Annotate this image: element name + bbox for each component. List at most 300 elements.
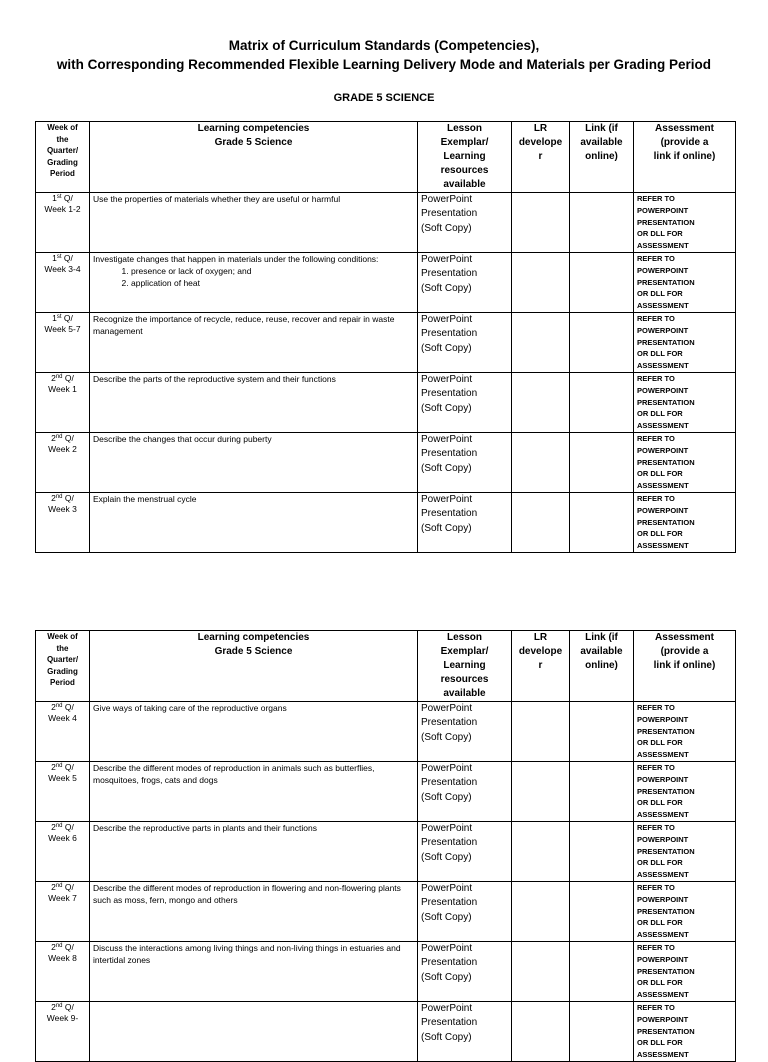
table-row [36,492,736,552]
header-text-line: Exemplar/ [440,137,489,148]
competency-cell [90,492,418,552]
week-cell [36,252,90,312]
lesson-resource-line: (Soft Copy) [421,342,472,354]
lesson-resource-line: Presentation [421,328,478,340]
lesson-resource-line: PowerPoint [421,762,473,774]
assessment-line: REFER TO [637,882,675,892]
competency-cell [90,432,418,492]
week-column-header [36,122,90,193]
competency-cell [90,881,418,941]
header-text-line: develope [518,137,563,148]
lesson-resource-line: PowerPoint [421,703,473,714]
week-label: Week 5 [48,772,77,783]
quarter-label: Q/ [62,492,74,503]
quarter-number: 2 [51,372,56,383]
assessment-cell [634,761,736,821]
competency-text: Investigate changes that happen in materials under the following conditions: [93,253,379,264]
week-cell [36,432,90,492]
header-text-line: Grading [47,157,78,167]
header-text-line: available [580,137,623,148]
quarter-ordinal-suffix: nd [55,762,63,769]
lesson-resource-line: (Soft Copy) [421,462,472,474]
table-row [36,821,736,881]
quarter-ordinal-suffix: nd [55,882,63,889]
header-text-line: Period [50,169,75,178]
assessment-line: REFER TO [637,493,675,503]
header-text-line: Assessment [655,123,714,134]
lr-developer-cell [512,372,570,432]
header-text-line: Week of [47,123,78,132]
assessment-line: PRESENTATION [637,786,695,796]
competency-text: Describe the different modes of reproduction in animals such as butterflies, mosquitoes, frogs, cats and dogs [93,762,375,785]
header-text-line: (provide a [660,646,709,657]
assessment-cell [634,881,736,941]
assessment-line: OR DLL FOR [637,289,683,299]
lesson-resource-line: Presentation [421,448,478,460]
assessment-line: REFER TO [637,433,675,443]
assessment-line: REFER TO [637,822,675,832]
lesson-resource-line: (Soft Copy) [421,402,472,414]
table-row [36,252,736,312]
assessment-line: OR DLL FOR [637,978,683,988]
online-link-cell [570,941,634,1001]
competency-text: Describe the changes that occur during puberty [93,433,272,444]
lesson-resource-line: Presentation [421,717,478,729]
week-cell [36,312,90,372]
online-link-cell [570,881,634,941]
lr-developer-cell [512,252,570,312]
lesson-resources-cell [418,821,512,881]
lesson-resource-line: Presentation [421,268,478,280]
assessment-line: ASSESSMENT [637,481,689,491]
assessment-cell [634,432,736,492]
online-link-cell [570,372,634,432]
quarter-number: 2 [51,761,56,772]
assessment-line: POWERPOINT [637,325,689,335]
table-row [36,702,736,762]
lr-developer-cell [512,821,570,881]
assessment-cell [634,821,736,881]
quarter-number: 2 [51,941,56,952]
quarter-label: Q/ [62,761,74,772]
competencies-column-header [90,122,418,193]
assessment-line: ASSESSMENT [637,930,689,940]
condition-item: 2. application of heat [131,277,414,289]
assessment-line: ASSESSMENT [637,361,689,371]
lesson-resources-cell [418,761,512,821]
header-text-line: Grade 5 Science [214,646,293,657]
lesson-resource-line: (Soft Copy) [421,971,472,983]
online-link-cell [570,761,634,821]
online-link-cell [570,492,634,552]
quarter-number: 1 [52,312,57,323]
lesson-resources-cell [418,193,512,253]
assessment-line: POWERPOINT [637,265,689,275]
assessment-line: ASSESSMENT [637,421,689,431]
competency-cell [90,193,418,253]
online-link-cell [570,193,634,253]
assessment-line: REFER TO [637,942,675,952]
competency-cell [90,1001,418,1061]
lesson-resources-cell [418,372,512,432]
competency-cell [90,761,418,821]
assessment-line: OR DLL FOR [637,349,683,359]
online-link-cell [570,821,634,881]
lesson-resource-line: PowerPoint [421,373,473,385]
week-cell [36,881,90,941]
lesson-resource-line: (Soft Copy) [421,1031,472,1043]
assessment-line: REFER TO [637,373,675,383]
lesson-resource-line: PowerPoint [421,253,473,265]
assessment-line: OR DLL FOR [637,798,683,808]
week-label: Week 1-2 [44,204,81,214]
assessment-cell [634,492,736,552]
grade-heading: GRADE 5 SCIENCE [333,92,435,104]
competency-cell [90,702,418,762]
header-text-line: Assessment [655,632,714,643]
lesson-resources-cell [418,702,512,762]
assessment-column-header [634,631,736,702]
lesson-resource-line: PowerPoint [421,1002,473,1014]
assessment-line: PRESENTATION [637,397,695,407]
assessment-line: ASSESSMENT [637,810,689,820]
lr-developer-cell [512,492,570,552]
lesson-resources-cell [418,881,512,941]
lesson-resource-line: Presentation [421,388,478,400]
week-cell [36,492,90,552]
lesson-column-header [418,122,512,193]
week-cell [36,761,90,821]
header-text-line: Quarter/ [46,655,79,664]
header-text-line: LR [533,632,548,643]
quarter-label: Q/ [62,941,74,952]
lesson-resource-line: (Soft Copy) [421,851,472,863]
table-row [36,312,736,372]
header-text-line: online) [585,151,618,162]
week-label: Week 9- [46,1012,79,1023]
lr-developer-cell [512,941,570,1001]
week-label: Week 3 [48,503,77,514]
quarter-number: 2 [51,881,56,892]
header-text-line: available [580,646,623,657]
header-text-line: link if online) [653,151,716,162]
assessment-line: PRESENTATION [637,966,695,976]
assessment-line: POWERPOINT [637,834,689,844]
lesson-resource-line: (Soft Copy) [421,282,472,294]
lesson-resource-line: Presentation [421,837,478,849]
header-text-line: Grade 5 Science [214,137,293,148]
lesson-resource-line: Presentation [421,508,478,520]
competency-text: Recognize the importance of recycle, reduce, reuse, recover and repair in waste management [93,313,395,336]
week-label: Week 1 [48,383,77,394]
quarter-ordinal-suffix: nd [55,703,63,709]
assessment-line: ASSESSMENT [637,241,689,251]
competency-text: Use the properties of materials whether they are useful or harmful [93,194,341,204]
assessment-line: POWERPOINT [637,714,689,724]
assessment-line: ASSESSMENT [637,750,689,760]
lr-developer-cell [512,702,570,762]
assessment-line: PRESENTATION [637,337,695,347]
quarter-ordinal-suffix: nd [55,822,63,829]
assessment-line: PRESENTATION [637,906,695,916]
competency-cell [90,941,418,1001]
assessment-line: POWERPOINT [637,445,689,455]
table-row [36,761,736,821]
lesson-resource-line: (Soft Copy) [421,911,472,923]
header-text-line: r [538,151,543,162]
competency-text: Describe the parts of the reproductive system and their functions [93,373,336,384]
table-row [36,372,736,432]
lesson-resource-line: (Soft Copy) [421,522,472,534]
lesson-resource-line: Presentation [421,777,478,789]
assessment-line: OR DLL FOR [637,409,683,419]
assessment-line: REFER TO [637,762,675,772]
quarter-ordinal-suffix: nd [55,942,63,949]
lesson-resource-line: PowerPoint [421,882,473,894]
header-text-line: Link (if [585,123,618,134]
assessment-line: POWERPOINT [637,505,689,515]
table-row [36,941,736,1001]
assessment-line: ASSESSMENT [637,541,689,551]
assessment-line: POWERPOINT [637,954,689,964]
competency-cell [90,821,418,881]
lesson-resource-line: PowerPoint [421,313,473,325]
header-text-line: the [56,643,69,653]
quarter-ordinal-suffix: nd [55,373,63,380]
quarter-label: Q/ [62,881,74,892]
assessment-line: OR DLL FOR [637,858,683,868]
quarter-number: 2 [51,1001,56,1012]
header-text-line: Period [50,678,75,687]
quarter-ordinal-suffix: nd [55,433,63,440]
quarter-number: 1 [52,193,57,203]
lr-developer-cell [512,881,570,941]
assessment-line: PRESENTATION [637,277,695,287]
online-link-cell [570,432,634,492]
header-text-line: the [56,134,69,144]
quarter-ordinal-suffix: nd [55,1002,63,1009]
header-text-line: LR [533,123,548,134]
assessment-line: PRESENTATION [637,217,695,227]
competencies-column-header [90,631,418,702]
week-label: Week 6 [48,832,77,843]
quarter-label: Q/ [62,702,74,712]
competency-text: Discuss the interactions among living things and non-living things in estuaries and intertidal zones [93,942,401,965]
competency-text: Explain the menstrual cycle [93,493,197,504]
assessment-line: ASSESSMENT [637,870,689,880]
lesson-resources-cell [418,941,512,1001]
assessment-line: OR DLL FOR [637,1038,683,1048]
lr-developer-cell [512,432,570,492]
table-row [36,193,736,253]
assessment-line: PRESENTATION [637,457,695,467]
assessment-line: PRESENTATION [637,1026,695,1036]
header-text-line: Grading [47,666,78,676]
lesson-resource-line: Presentation [421,897,478,909]
week-column-header [36,631,90,702]
lesson-resources-cell [418,252,512,312]
lesson-resources-cell [418,492,512,552]
competency-cell [90,372,418,432]
table-header-row [36,122,736,193]
competency-matrix-table-2 [35,630,736,1062]
header-text-line: Lesson [446,123,482,134]
lesson-resource-line: PowerPoint [421,822,473,834]
header-text-line: (provide a [660,137,709,148]
assessment-line: PRESENTATION [637,846,695,856]
assessment-line: OR DLL FOR [637,469,683,479]
competency-cell [90,252,418,312]
assessment-line: REFER TO [637,253,675,263]
lesson-resource-line: Presentation [421,1017,478,1029]
header-text-line: online) [585,660,618,671]
week-label: Week 5-7 [44,323,81,334]
lesson-resource-line: PowerPoint [421,942,473,954]
lesson-resource-line: PowerPoint [421,433,473,445]
competency-matrix-table-1 [35,121,736,553]
condition-item: 1. presence or lack of oxygen; and [131,265,414,277]
quarter-ordinal-suffix: st [56,194,62,200]
week-label: Week 4 [48,713,77,723]
lesson-resources-cell [418,432,512,492]
header-text-line: Week of [47,632,78,641]
lesson-resource-line: (Soft Copy) [421,731,472,743]
lesson-resource-line: Presentation [421,208,478,220]
assessment-cell [634,1001,736,1061]
header-text-line: Lesson [446,632,482,643]
week-cell [36,1001,90,1061]
week-cell [36,193,90,253]
online-link-cell [570,312,634,372]
assessment-cell [634,941,736,1001]
assessment-line: POWERPOINT [637,1014,689,1024]
quarter-label: Q/ [61,252,73,263]
assessment-line: REFER TO [637,703,675,712]
assessment-column-header [634,122,736,193]
week-cell [36,821,90,881]
quarter-number: 2 [51,821,56,832]
online-link-cell [570,252,634,312]
lesson-resource-line: (Soft Copy) [421,791,472,803]
lesson-resource-line: PowerPoint [421,194,473,205]
header-text-line: available [443,688,486,699]
header-text-line: resources [440,165,489,176]
header-text-line: available [443,179,486,190]
lr-column-header [512,122,570,193]
assessment-line: REFER TO [637,313,675,323]
week-label: Week 8 [48,952,77,963]
competency-text: Give ways of taking care of the reproductive organs [93,703,287,713]
quarter-label: Q/ [62,821,74,832]
header-text-line: resources [440,674,489,685]
week-cell [36,702,90,762]
lr-developer-cell [512,761,570,821]
quarter-ordinal-suffix: st [56,253,62,260]
document-title-line-1: Matrix of Curriculum Standards (Competencies), [228,38,540,53]
lr-developer-cell [512,193,570,253]
quarter-number: 2 [51,702,56,712]
lr-developer-cell [512,1001,570,1061]
lesson-resources-cell [418,1001,512,1061]
lesson-resource-line: (Soft Copy) [421,222,472,234]
quarter-number: 2 [51,432,56,443]
header-text-line: link if online) [653,660,716,671]
assessment-cell [634,312,736,372]
header-text-line: Exemplar/ [440,646,489,657]
assessment-line: ASSESSMENT [637,1050,689,1060]
table-header-row [36,631,736,702]
header-text-line: Learning competencies [197,123,310,134]
quarter-label: Q/ [62,1001,74,1012]
link-column-header [570,122,634,193]
table-row [36,1001,736,1061]
assessment-line: ASSESSMENT [637,301,689,311]
table-row [36,881,736,941]
header-text-line: Learning [443,660,486,671]
quarter-label: Q/ [62,372,74,383]
assessment-cell [634,372,736,432]
assessment-cell [634,193,736,253]
assessment-cell [634,702,736,762]
assessment-line: PRESENTATION [637,517,695,527]
assessment-cell [634,252,736,312]
table-row [36,432,736,492]
assessment-line: REFER TO [637,194,675,203]
assessment-line: REFER TO [637,1002,675,1012]
competency-text: Describe the reproductive parts in plants and their functions [93,822,317,833]
lesson-column-header [418,631,512,702]
competency-text: Describe the different modes of reproduction in flowering and non-flowering plants such as moss, fern, mongo and others [93,882,401,905]
header-text-line: Link (if [585,632,618,643]
lesson-resource-line: Presentation [421,957,478,969]
week-cell [36,941,90,1001]
lesson-resources-cell [418,312,512,372]
quarter-number: 2 [51,492,56,503]
week-label: Week 7 [48,892,77,903]
competency-cell [90,312,418,372]
assessment-line: OR DLL FOR [637,229,683,239]
assessment-line: POWERPOINT [637,205,689,215]
header-text-line: Quarter/ [46,146,79,155]
header-text-line: Learning [443,151,486,162]
assessment-line: OR DLL FOR [637,918,683,928]
assessment-line: ASSESSMENT [637,990,689,1000]
lesson-resource-line: PowerPoint [421,493,473,505]
week-cell [36,372,90,432]
header-text-line: r [538,660,543,671]
assessment-line: PRESENTATION [637,726,695,736]
header-text-line: develope [518,646,563,657]
online-link-cell [570,702,634,762]
assessment-line: POWERPOINT [637,774,689,784]
lr-column-header [512,631,570,702]
document-title-line-2: with Corresponding Recommended Flexible Learning Delivery Mode and Materials per Grading Period [56,57,712,72]
link-column-header [570,631,634,702]
week-label: Week 2 [48,443,77,454]
quarter-label: Q/ [61,193,73,203]
assessment-line: POWERPOINT [637,894,689,904]
quarter-label: Q/ [61,312,73,323]
assessment-line: POWERPOINT [637,385,689,395]
condition-list [93,265,414,289]
quarter-ordinal-suffix: st [56,313,62,320]
quarter-ordinal-suffix: nd [55,493,63,500]
header-text-line: Learning competencies [197,632,310,643]
online-link-cell [570,1001,634,1061]
quarter-number: 1 [52,252,57,263]
lr-developer-cell [512,312,570,372]
assessment-line: OR DLL FOR [637,529,683,539]
